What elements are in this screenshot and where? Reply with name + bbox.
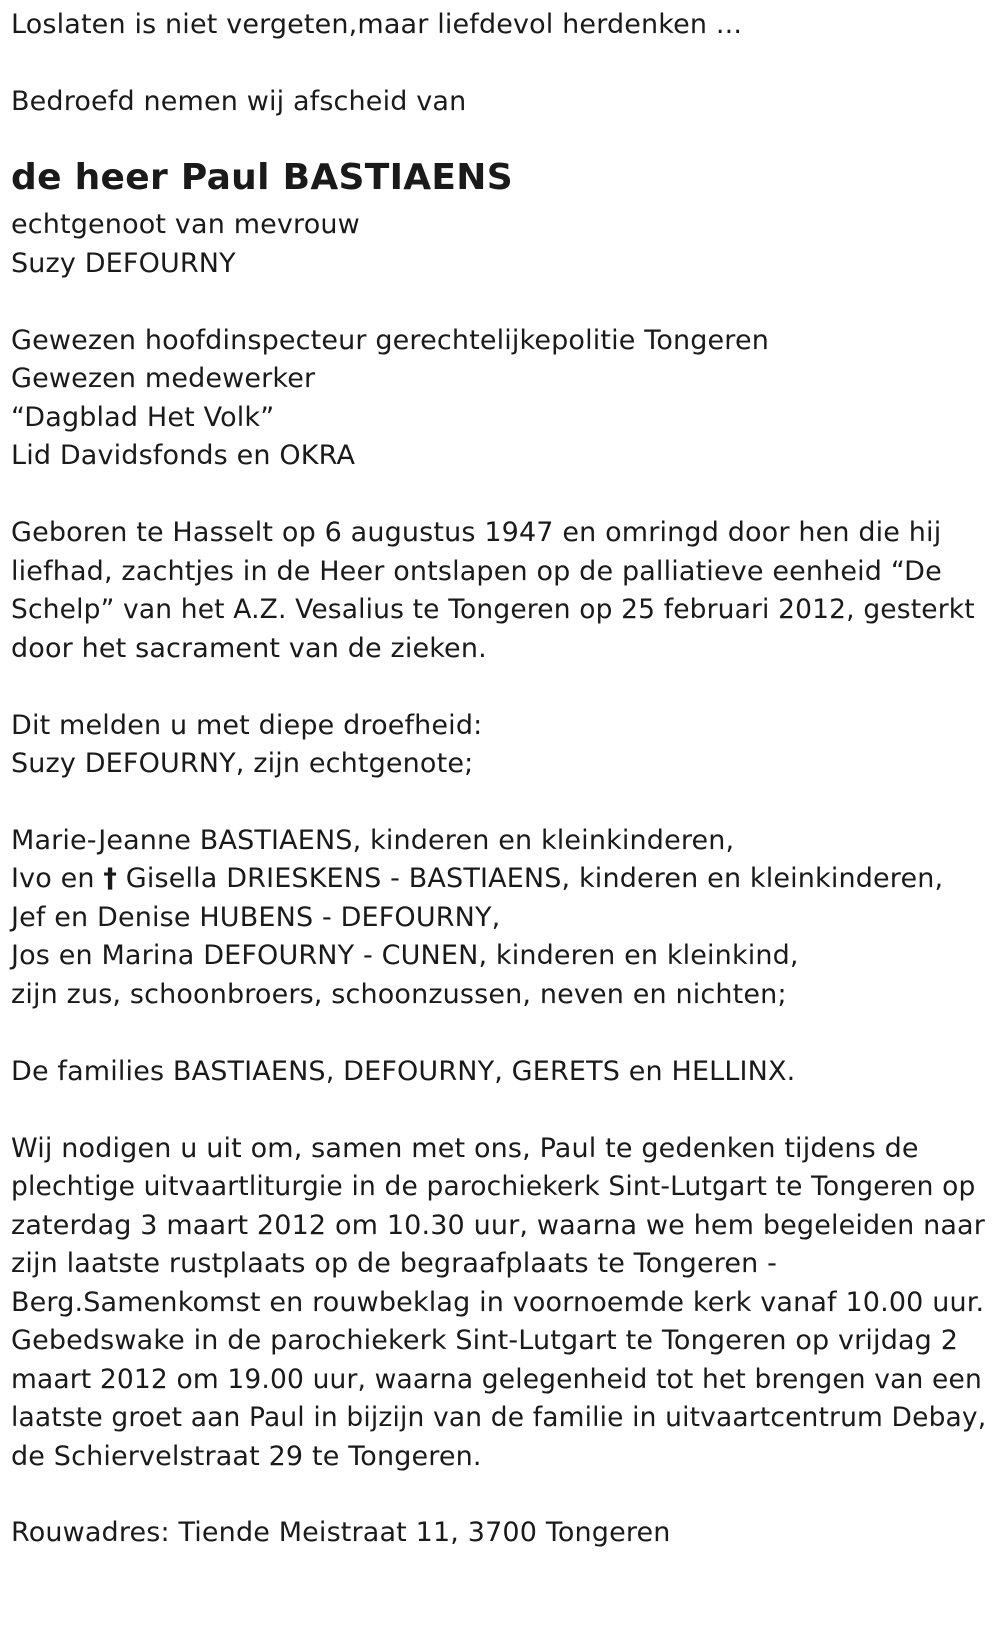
mourning-address: Rouwadres: Tiende Meistraat 11, 3700 Tongeren — [11, 1517, 671, 1548]
family-line: zijn zus, schoonbroers, schoonzussen, neven en nichten; — [11, 979, 787, 1010]
function-line: “Dagblad Het Volk” — [11, 402, 275, 433]
family-line: Marie-Jeanne BASTIAENS, kinderen en kleinkinderen, — [11, 825, 735, 856]
funeral-line: zijn laatste rustplaats op de begraafplaats te Tongeren - — [11, 1248, 778, 1279]
function-line: Gewezen hoofdinspecteur gerechtelijkepolitie Tongeren — [11, 325, 769, 356]
spouse-line-1: echtgenoot van mevrouw — [11, 209, 360, 240]
family-line: Jef en Denise HUBENS - DEFOURNY, — [11, 902, 501, 933]
funeral-line: zaterdag 3 maart 2012 om 10.30 uur, waarna we hem begeleiden naar — [11, 1210, 985, 1241]
spouse-line-2: Suzy DEFOURNY — [11, 248, 236, 279]
birth-death-line: door het sacrament van de zieken. — [11, 633, 487, 664]
birth-death-line: liefhad, zachtjes in de Heer ontslapen op de palliatieve eenheid “De — [11, 556, 942, 587]
deceased-name: de heer Paul BASTIAENS — [11, 157, 513, 198]
funeral-line: plechtige uitvaartliturgie in de parochiekerk Sint-Lutgart te Tongeren op — [11, 1171, 976, 1202]
funeral-line: de Schiervelstraat 29 te Tongeren. — [11, 1441, 482, 1472]
family-text: Ivo en — [11, 863, 104, 894]
function-line: Gewezen medewerker — [11, 363, 316, 394]
announce-line: Dit melden u met diepe droefheid: — [11, 710, 483, 741]
motto: Loslaten is niet vergeten,maar liefdevol herdenken ... — [11, 9, 743, 40]
family-line: Jos en Marina DEFOURNY - CUNEN, kinderen en kleinkind, — [11, 940, 799, 971]
family-line-with-cross — [11, 859, 943, 899]
funeral-line: Gebedswake in de parochiekerk Sint-Lutgart te Tongeren op vrijdag 2 — [11, 1325, 959, 1356]
function-line: Lid Davidsfonds en OKRA — [11, 440, 356, 471]
families-line: De families BASTIAENS, DEFOURNY, GERETS en HELLINX. — [11, 1056, 796, 1087]
birth-death-line: Geboren te Hasselt op 6 augustus 1947 en omringd door hen die hij — [11, 517, 942, 548]
cross-icon: † — [103, 863, 118, 894]
funeral-line: Wij nodigen u uit om, samen met ons, Paul te gedenken tijdens de — [11, 1133, 919, 1164]
funeral-line: laatste groet aan Paul in bijzijn van de familie in uitvaartcentrum Debay, — [11, 1402, 987, 1433]
birth-death-line: Schelp” van het A.Z. Vesalius te Tongeren op 25 februari 2012, gesterkt — [11, 594, 975, 625]
family-text: Gisella DRIESKENS - BASTIAENS, kinderen en kleinkinderen, — [117, 863, 944, 894]
funeral-line: Berg.Samenkomst en rouwbeklag in voornoemde kerk vanaf 10.00 uur. — [11, 1287, 985, 1318]
announce-line: Suzy DEFOURNY, zijn echtgenote; — [11, 748, 474, 779]
funeral-line: maart 2012 om 19.00 uur, waarna gelegenheid tot het brengen van een — [11, 1364, 982, 1395]
intro-text: Bedroefd nemen wij afscheid van — [11, 86, 467, 117]
